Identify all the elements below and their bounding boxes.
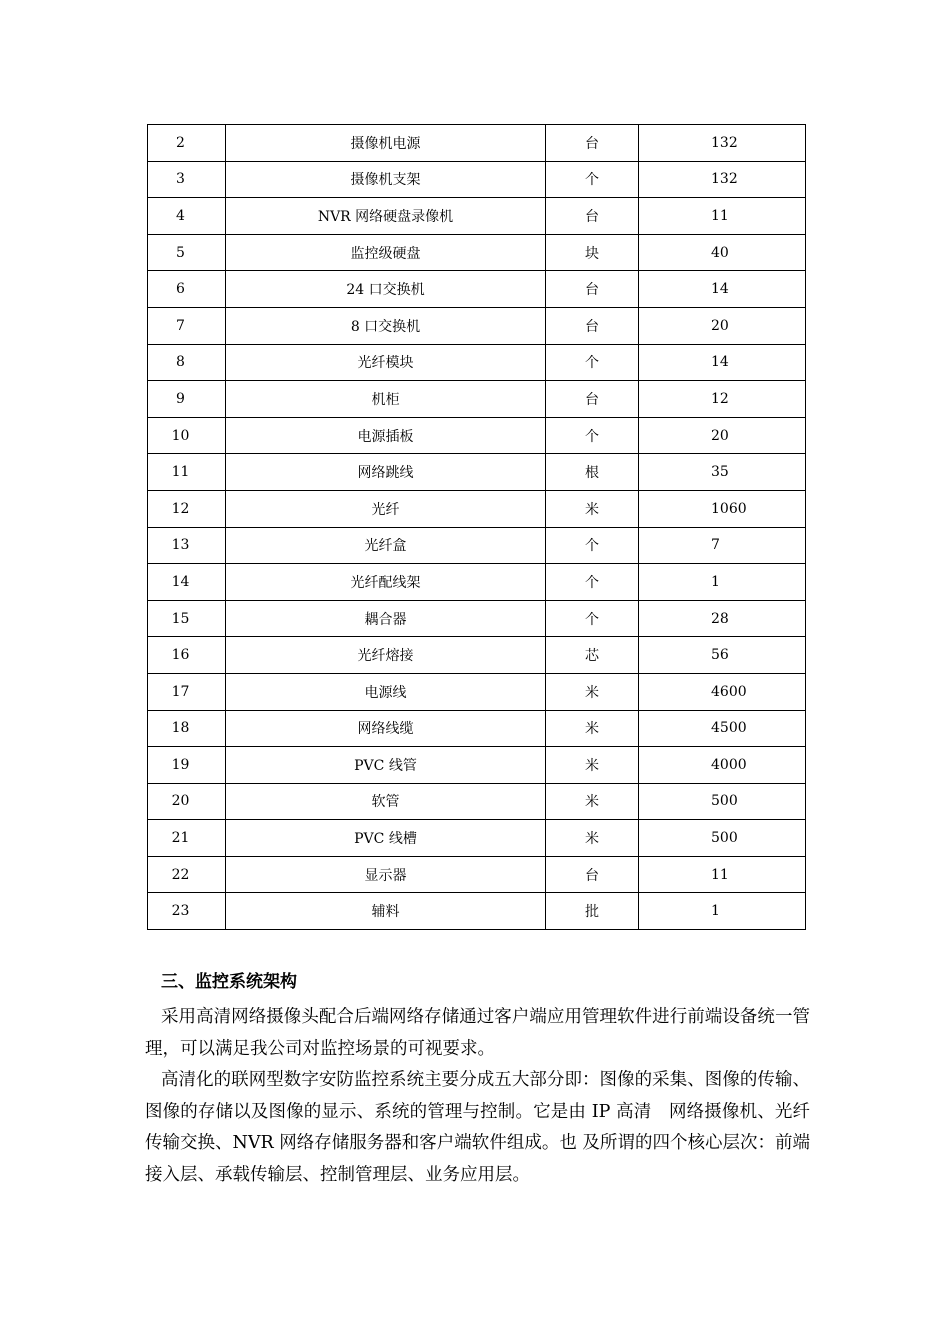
item-quantity: 11 (639, 198, 806, 235)
item-unit: 个 (546, 527, 639, 564)
table-row (148, 125, 806, 162)
item-unit: 个 (546, 344, 639, 381)
item-unit: 块 (546, 234, 639, 271)
row-number: 10 (148, 417, 226, 454)
item-name: 监控级硬盘 (226, 234, 546, 271)
table-row (148, 820, 806, 857)
table-row (148, 344, 806, 381)
row-number: 21 (148, 820, 226, 857)
row-number: 15 (148, 600, 226, 637)
row-number: 8 (148, 344, 226, 381)
item-name: 光纤模块 (226, 344, 546, 381)
row-number: 7 (148, 307, 226, 344)
table-row (148, 490, 806, 527)
equipment-table-body (148, 125, 806, 930)
item-quantity: 500 (639, 783, 806, 820)
row-number: 11 (148, 454, 226, 491)
item-name: 24 口交换机 (226, 271, 546, 308)
item-name: 网络跳线 (226, 454, 546, 491)
item-quantity: 20 (639, 417, 806, 454)
item-name: PVC 线槽 (226, 820, 546, 857)
table-row (148, 600, 806, 637)
item-unit: 台 (546, 307, 639, 344)
item-name: 电源插板 (226, 417, 546, 454)
table-row (148, 234, 806, 271)
table-row (148, 527, 806, 564)
item-name: 8 口交换机 (226, 307, 546, 344)
row-number: 12 (148, 490, 226, 527)
item-unit: 批 (546, 893, 639, 930)
item-quantity: 4600 (639, 673, 806, 710)
item-quantity: 132 (639, 125, 806, 162)
item-name: 耦合器 (226, 600, 546, 637)
item-name: NVR 网络硬盘录像机 (226, 198, 546, 235)
table-row (148, 747, 806, 784)
table-row (148, 381, 806, 418)
item-quantity: 1060 (639, 490, 806, 527)
item-unit: 芯 (546, 637, 639, 674)
row-number: 14 (148, 564, 226, 601)
item-unit: 米 (546, 747, 639, 784)
paragraph-1: 采用高清网络摄像头配合后端网络存储通过客户端应用管理软件进行前端设备统一管理，可以满足我公司对监控场景的可视要求。 (145, 1007, 810, 1059)
table-row (148, 198, 806, 235)
item-name: 光纤配线架 (226, 564, 546, 601)
equipment-table (147, 124, 806, 930)
row-number: 19 (148, 747, 226, 784)
row-number: 9 (148, 381, 226, 418)
item-unit: 个 (546, 600, 639, 637)
table-row (148, 893, 806, 930)
table-row (148, 161, 806, 198)
item-unit: 个 (546, 161, 639, 198)
item-quantity: 28 (639, 600, 806, 637)
table-row (148, 454, 806, 491)
item-unit: 台 (546, 125, 639, 162)
item-name: 光纤 (226, 490, 546, 527)
table-row (148, 307, 806, 344)
item-quantity: 12 (639, 381, 806, 418)
item-unit: 个 (546, 417, 639, 454)
row-number: 17 (148, 673, 226, 710)
row-number: 3 (148, 161, 226, 198)
table-row (148, 564, 806, 601)
row-number: 18 (148, 710, 226, 747)
item-name: 光纤熔接 (226, 637, 546, 674)
item-quantity: 7 (639, 527, 806, 564)
row-number: 4 (148, 198, 226, 235)
row-number: 6 (148, 271, 226, 308)
item-unit: 台 (546, 856, 639, 893)
item-quantity: 40 (639, 234, 806, 271)
item-unit: 台 (546, 198, 639, 235)
table-row (148, 637, 806, 674)
item-unit: 根 (546, 454, 639, 491)
item-unit: 米 (546, 783, 639, 820)
item-quantity: 14 (639, 344, 806, 381)
item-quantity: 35 (639, 454, 806, 491)
row-number: 22 (148, 856, 226, 893)
section-heading: 三、监控系统架构 (161, 972, 297, 992)
item-name: 摄像机支架 (226, 161, 546, 198)
row-number: 16 (148, 637, 226, 674)
row-number: 2 (148, 125, 226, 162)
table-row (148, 710, 806, 747)
item-quantity: 1 (639, 564, 806, 601)
item-unit: 米 (546, 820, 639, 857)
item-quantity: 4500 (639, 710, 806, 747)
item-quantity: 4000 (639, 747, 806, 784)
table-row (148, 417, 806, 454)
item-name: 光纤盒 (226, 527, 546, 564)
item-name: 摄像机电源 (226, 125, 546, 162)
item-name: 机柜 (226, 381, 546, 418)
item-name: 软管 (226, 783, 546, 820)
table-row (148, 673, 806, 710)
item-unit: 米 (546, 490, 639, 527)
item-unit: 个 (546, 564, 639, 601)
item-unit: 台 (546, 381, 639, 418)
table-row (148, 783, 806, 820)
item-unit: 台 (546, 271, 639, 308)
paragraph-2: 高清化的联网型数字安防监控系统主要分成五大部分即：图像的采集、图像的传输、图像的存储以及图像的显示、系统的管理与控制。它是由 IP 高清 网络摄像机、光纤传输交换、NVR 网络存储服务器和客户端软件组成。也 及所谓的四个核心层次：前端接入层、承载传输层、控制管理层、业务应用层。 (145, 1070, 810, 1185)
row-number: 5 (148, 234, 226, 271)
row-number: 13 (148, 527, 226, 564)
item-name: PVC 线管 (226, 747, 546, 784)
item-quantity: 132 (639, 161, 806, 198)
table-row (148, 271, 806, 308)
item-quantity: 500 (639, 820, 806, 857)
item-quantity: 20 (639, 307, 806, 344)
item-unit: 米 (546, 710, 639, 747)
item-unit: 米 (546, 673, 639, 710)
item-quantity: 14 (639, 271, 806, 308)
item-quantity: 56 (639, 637, 806, 674)
item-quantity: 1 (639, 893, 806, 930)
item-name: 显示器 (226, 856, 546, 893)
item-quantity: 11 (639, 856, 806, 893)
item-name: 网络线缆 (226, 710, 546, 747)
item-name: 电源线 (226, 673, 546, 710)
row-number: 23 (148, 893, 226, 930)
item-name: 辅料 (226, 893, 546, 930)
row-number: 20 (148, 783, 226, 820)
table-row (148, 856, 806, 893)
